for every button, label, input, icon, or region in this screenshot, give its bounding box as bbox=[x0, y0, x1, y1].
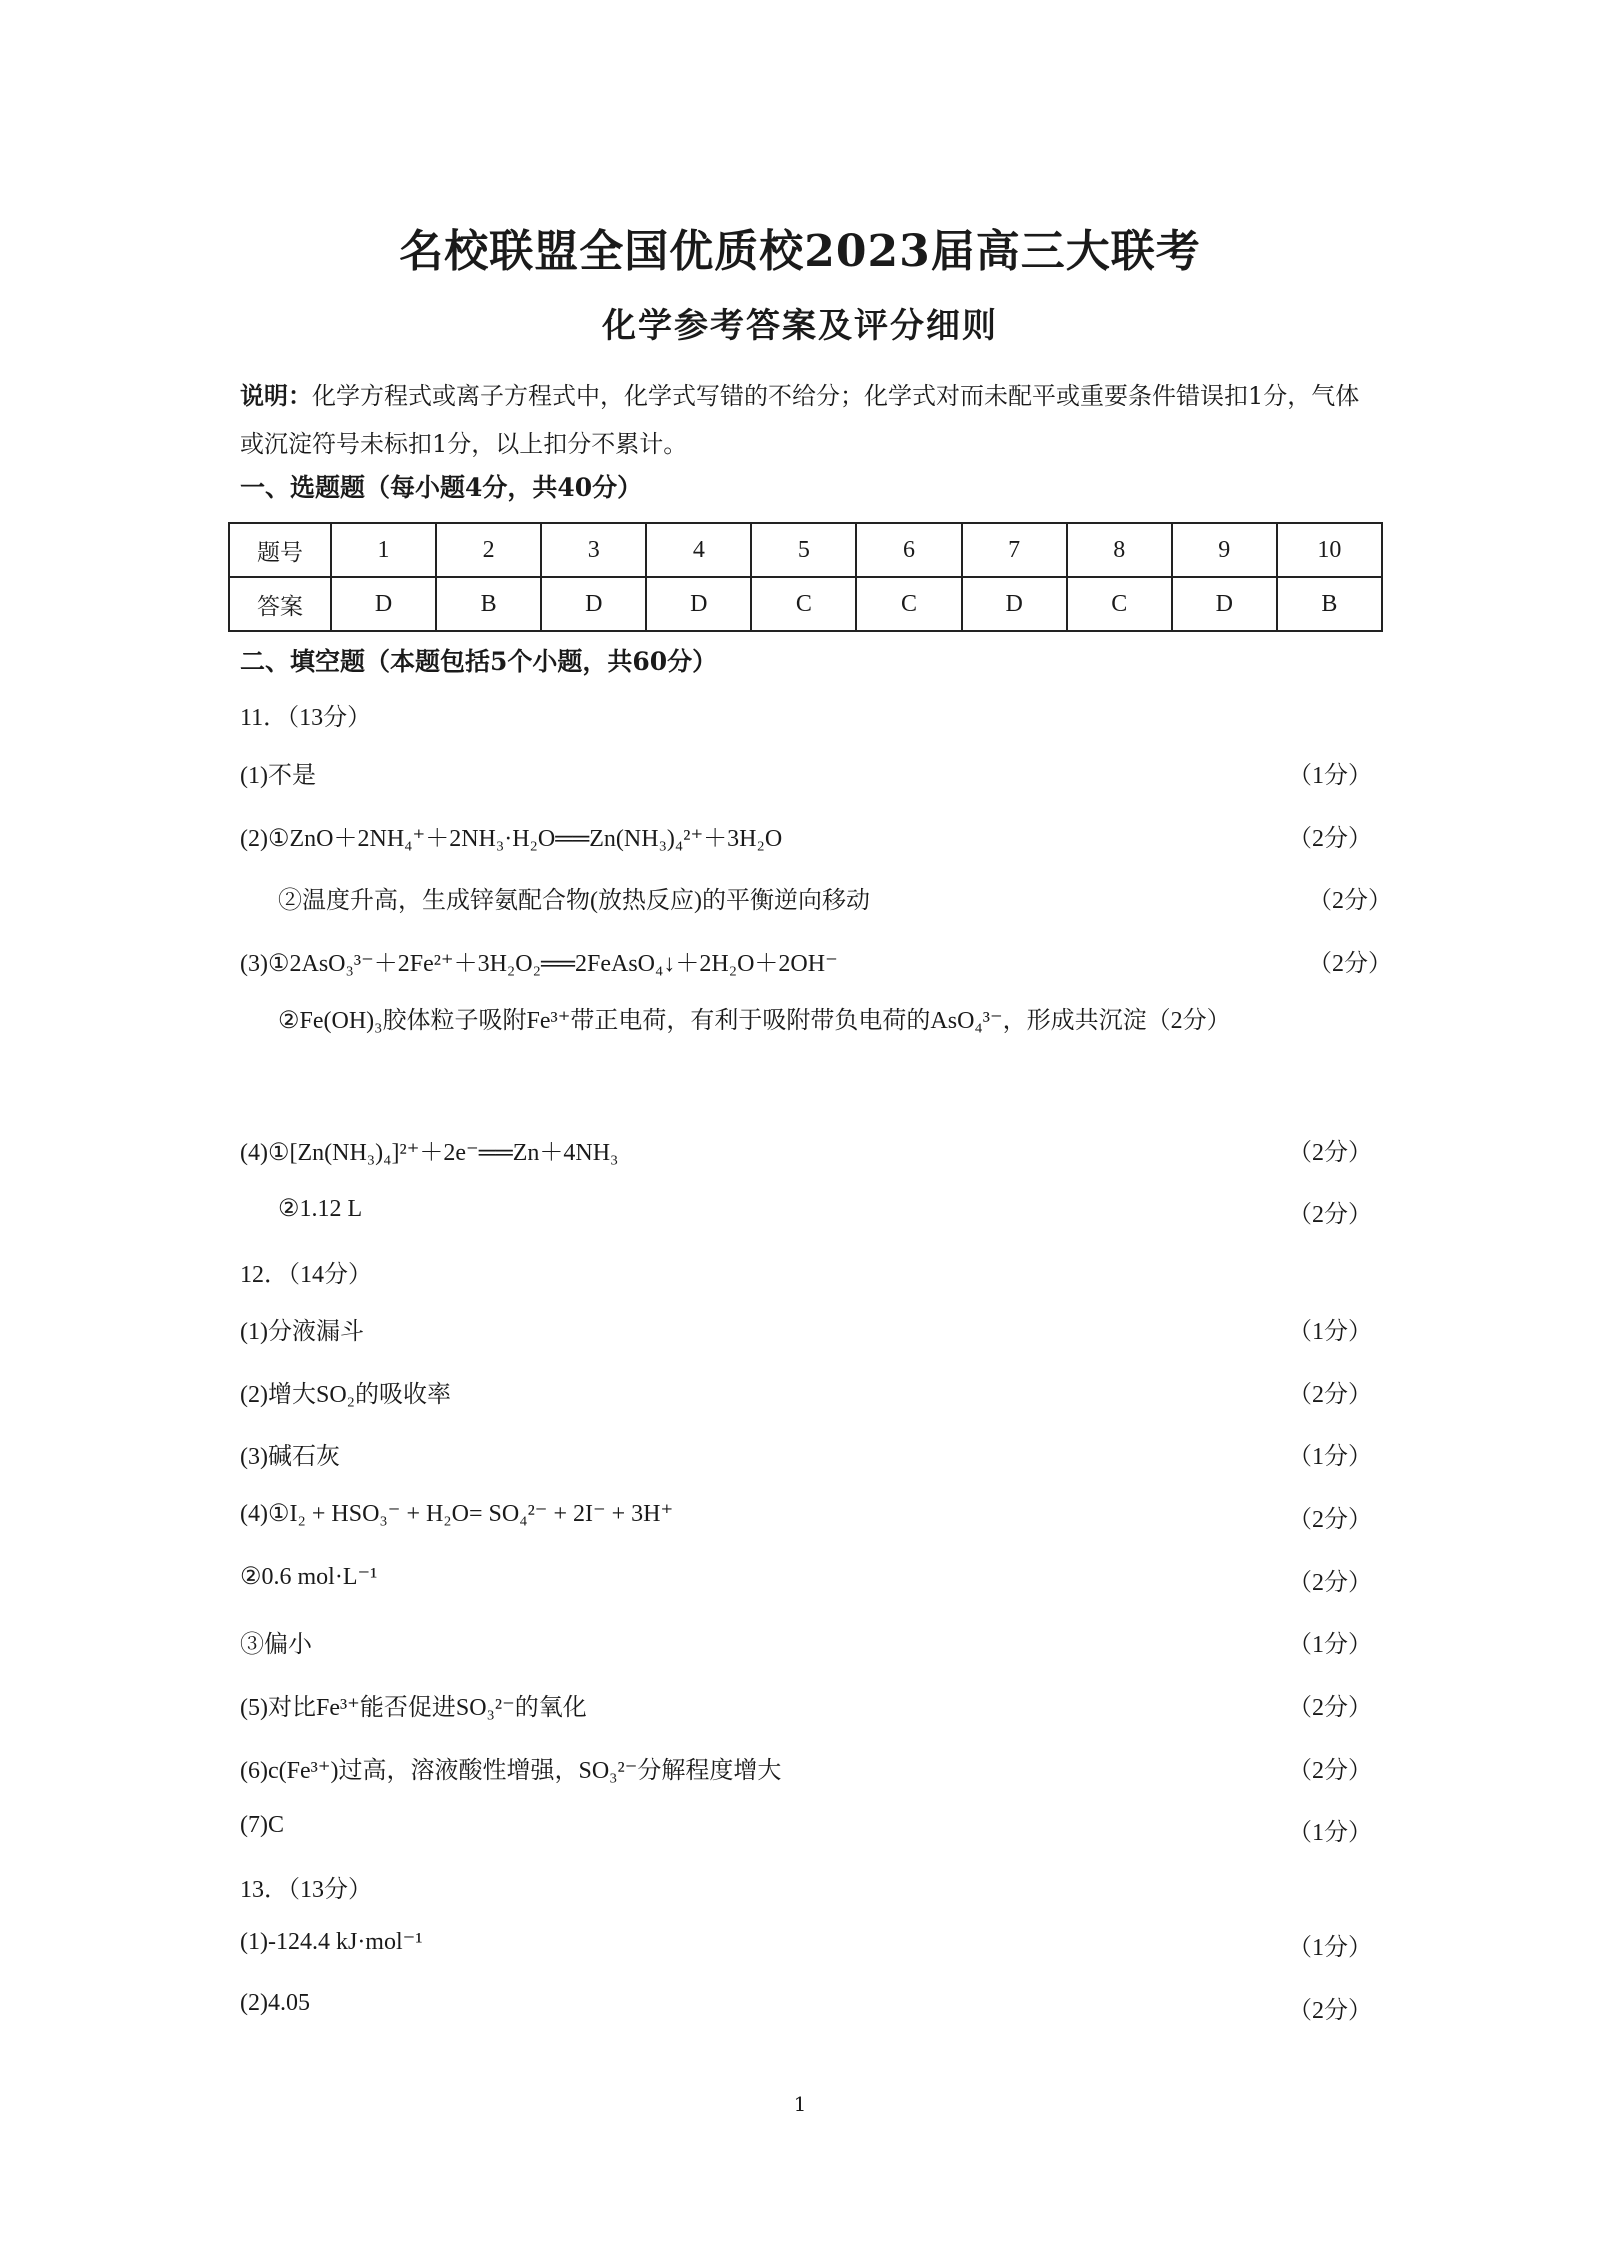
table-cell: B bbox=[1277, 577, 1382, 631]
table-row-answers bbox=[229, 577, 1382, 631]
table-cell: D bbox=[331, 577, 436, 631]
answer-line bbox=[240, 1624, 1400, 1662]
answer-line bbox=[240, 1812, 1400, 1850]
answer-text: (4)①I₂ + HSO₃⁻ + H₂O= SO₄²⁻ + 2I⁻ + 3H⁺ bbox=[240, 1501, 674, 1527]
score-label: （1分） bbox=[1288, 1820, 1372, 1846]
answer-line bbox=[240, 1750, 1400, 1788]
answer-line bbox=[240, 1562, 1400, 1600]
question-13-heading: 13．（13分） bbox=[240, 1877, 372, 1903]
table-cell: 10 bbox=[1277, 523, 1382, 577]
table-header-number: 题号 bbox=[229, 523, 331, 577]
question-11-heading: 11．（13分） bbox=[240, 705, 372, 731]
table-cell: D bbox=[646, 577, 751, 631]
answer-text: ②0.6 mol·L⁻¹ bbox=[240, 1564, 378, 1590]
table-cell: 1 bbox=[331, 523, 436, 577]
table-cell: D bbox=[541, 577, 646, 631]
answer-line bbox=[240, 755, 1400, 793]
answer-text: (7)C bbox=[240, 1812, 284, 1838]
answer-text: (6)c(Fe³⁺)过高，溶液酸性增强，SO₃²⁻分解程度增大 bbox=[240, 1758, 782, 1784]
question-12-heading: 12．（14分） bbox=[240, 1262, 372, 1288]
answer-line bbox=[240, 1132, 1400, 1170]
answer-line bbox=[240, 818, 1400, 856]
table-cell: D bbox=[1172, 577, 1277, 631]
answer-line bbox=[240, 943, 1400, 981]
grading-note bbox=[240, 372, 1380, 468]
answer-text: (2)4.05 bbox=[240, 1990, 310, 2016]
section-heading-fill: 二、填空题（本题包括5个小题，共60分） bbox=[240, 647, 718, 676]
note-label: 说明： bbox=[240, 381, 312, 410]
note-text: 化学方程式或离子方程式中，化学式写错的不给分；化学式对而未配平或重要条件错误扣1分，气体或沉淀符号未标扣1分，以上扣分不累计。 bbox=[240, 382, 1360, 458]
answer-text-wrapped: ②Fe(OH)₃胶体粒子吸附Fe³⁺带正电荷，有利于吸附带负电荷的AsO₄³⁻，形成共沉淀（2分） bbox=[278, 1008, 1231, 1034]
answer-text: (4)①[Zn(NH₃)₄]²⁺＋2e⁻══Zn＋4NH₃ bbox=[240, 1140, 619, 1166]
score-label: （2分） bbox=[1308, 888, 1392, 914]
table-cell: 2 bbox=[436, 523, 541, 577]
answer-line bbox=[240, 1311, 1400, 1349]
table-cell: 4 bbox=[646, 523, 751, 577]
answer-text: ③偏小 bbox=[240, 1632, 312, 1658]
table-cell: B bbox=[436, 577, 541, 631]
table-cell: C bbox=[1067, 577, 1172, 631]
page-subtitle: 化学参考答案及评分细则 bbox=[602, 306, 998, 346]
answer-text: (3)碱石灰 bbox=[240, 1444, 340, 1470]
table-header-answer: 答案 bbox=[229, 577, 331, 631]
score-label: （2分） bbox=[1288, 1695, 1372, 1721]
answer-text: ②温度升高，生成锌氨配合物(放热反应)的平衡逆向移动 bbox=[278, 888, 870, 914]
table-cell: D bbox=[962, 577, 1067, 631]
score-label: （1分） bbox=[1288, 1935, 1372, 1961]
score-label: （1分） bbox=[1288, 1319, 1372, 1345]
score-label: （2分） bbox=[1288, 1202, 1372, 1228]
answer-text: (2)增大SO₂的吸收率 bbox=[240, 1382, 452, 1408]
score-label: （2分） bbox=[1288, 1570, 1372, 1596]
answer-line bbox=[240, 1436, 1400, 1474]
table-cell: C bbox=[751, 577, 856, 631]
section-heading-choice: 一、选题题（每小题4分，共40分） bbox=[240, 473, 643, 502]
answer-line bbox=[240, 1499, 1400, 1537]
score-label: （2分） bbox=[1288, 1382, 1372, 1408]
answer-line bbox=[240, 1990, 1400, 2028]
answer-text: ②1.12 L bbox=[278, 1196, 363, 1222]
answer-text: (5)对比Fe³⁺能否促进SO₃²⁻的氧化 bbox=[240, 1695, 587, 1721]
score-label: （2分） bbox=[1288, 1140, 1372, 1166]
score-label: （2分） bbox=[1288, 826, 1372, 852]
answer-line bbox=[240, 1194, 1400, 1232]
score-label: （1分） bbox=[1288, 1444, 1372, 1470]
table-cell: 5 bbox=[751, 523, 856, 577]
answer-text: (1)不是 bbox=[240, 763, 316, 789]
table-cell: 8 bbox=[1067, 523, 1172, 577]
page-number: 1 bbox=[793, 2092, 807, 2116]
answer-line bbox=[240, 1927, 1400, 1965]
answer-line bbox=[240, 880, 1400, 918]
table-cell: C bbox=[856, 577, 961, 631]
answer-text: (3)①2AsO₃³⁻＋2Fe²⁺＋3H₂O₂══2FeAsO₄↓＋2H₂O＋2OH⁻ bbox=[240, 951, 838, 977]
table-cell: 6 bbox=[856, 523, 961, 577]
table-cell: 7 bbox=[962, 523, 1067, 577]
score-label: （2分） bbox=[1288, 1507, 1372, 1533]
answer-table bbox=[228, 522, 1383, 632]
answer-line bbox=[240, 1687, 1400, 1725]
table-cell: 3 bbox=[541, 523, 646, 577]
table-row-numbers bbox=[229, 523, 1382, 577]
score-label: （2分） bbox=[1288, 1998, 1372, 2024]
answer-text: (1)-124.4 kJ·mol⁻¹ bbox=[240, 1929, 423, 1955]
score-label: （1分） bbox=[1288, 763, 1372, 789]
answer-text: (1)分液漏斗 bbox=[240, 1319, 364, 1345]
score-label: （1分） bbox=[1288, 1632, 1372, 1658]
score-label: （2分） bbox=[1288, 1758, 1372, 1784]
table-cell: 9 bbox=[1172, 523, 1277, 577]
page-title: 名校联盟全国优质校2023届高三大联考 bbox=[399, 226, 1201, 277]
answer-text: (2)①ZnO＋2NH₄⁺＋2NH₃·H₂O══Zn(NH₃)₄²⁺＋3H₂O bbox=[240, 826, 783, 852]
score-label: （2分） bbox=[1308, 951, 1392, 977]
answer-line bbox=[240, 1374, 1400, 1412]
